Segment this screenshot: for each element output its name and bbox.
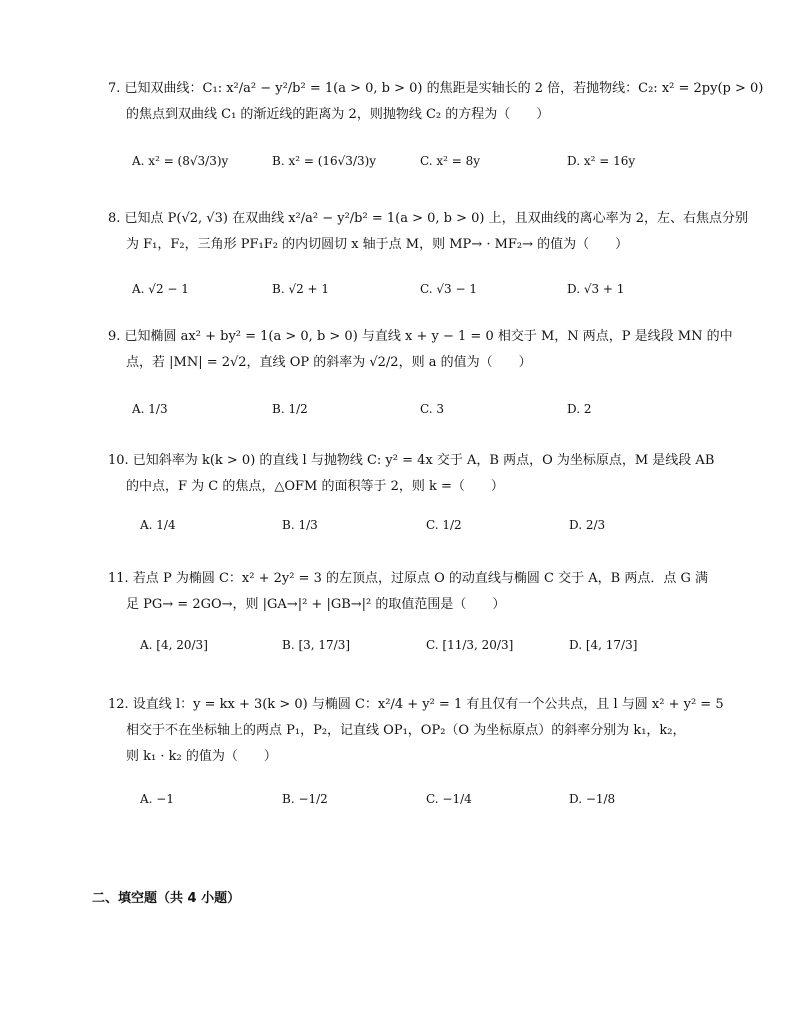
question-7 xyxy=(108,76,764,168)
section-title: 二、填空题（共 4 小题） xyxy=(92,891,241,906)
option-b[interactable]: B. −1/2 xyxy=(282,792,328,806)
question-text-line: 点，若 |MN| = 2√2，直线 OP 的斜率为 √2/2，则 a 的值为（ ） xyxy=(126,355,532,370)
question-text-line: 的中点，F 为 C 的焦点，△OFM 的面积等于 2，则 k =（ ） xyxy=(126,479,504,494)
option-a[interactable]: A. [4, 20/3] xyxy=(140,638,208,652)
option-a[interactable]: A. 1/3 xyxy=(132,402,168,416)
options-row xyxy=(108,632,708,652)
question-text-line: 为 F₁，F₂，三角形 PF₁F₂ 的内切圆切 x 轴于点 M，则 MP→ · MF₂→ 的值为（ ） xyxy=(126,237,629,252)
question-text-line: 则 k₁ · k₂ 的值为（ ） xyxy=(126,749,277,764)
option-d[interactable]: D. 2/3 xyxy=(569,518,606,532)
option-c[interactable]: C. [11/3, 20/3] xyxy=(426,638,514,652)
option-a[interactable]: A. −1 xyxy=(140,792,174,806)
options-row xyxy=(108,396,708,416)
options-row xyxy=(108,512,708,532)
option-b[interactable]: B. [3, 17/3] xyxy=(282,638,351,652)
option-d[interactable]: D. 2 xyxy=(567,402,592,416)
option-d[interactable]: D. −1/8 xyxy=(569,792,616,806)
option-a[interactable]: A. 1/4 xyxy=(140,518,176,532)
question-text-line: 8. 已知点 P(√2, √3) 在双曲线 x²/a² − y²/b² = 1(a > 0, b > 0) 上，且双曲线的离心率为 2，左、右焦点分别 xyxy=(108,211,749,226)
option-b[interactable]: B. √2 + 1 xyxy=(272,282,330,296)
option-b[interactable]: B. 1/3 xyxy=(282,518,318,532)
options-row xyxy=(108,148,708,168)
option-c[interactable]: C. x² = 8y xyxy=(420,154,481,168)
option-c[interactable]: C. 1/2 xyxy=(426,518,462,532)
question-text-line: 12. 设直线 l：y = kx + 3(k > 0) 与椭圆 C：x²/4 + y² = 1 有且仅有一个公共点，且 l 与圆 x² + y² = 5 xyxy=(108,697,724,712)
question-text-line: 足 PG→ = 2GO→，则 |GA→|² + |GB→|² 的取值范围是（ ） xyxy=(126,597,506,612)
question-9 xyxy=(108,324,733,416)
question-text-line: 9. 已知椭圆 ax² + by² = 1(a > 0, b > 0) 与直线 x + y − 1 = 0 相交于 M，N 两点，P 是线段 MN 的中 xyxy=(108,329,733,344)
question-11 xyxy=(108,566,708,652)
option-b[interactable]: B. x² = (16√3/3)y xyxy=(272,154,377,168)
question-12 xyxy=(108,692,724,806)
option-d[interactable]: D. √3 + 1 xyxy=(567,282,625,296)
option-a[interactable]: A. √2 − 1 xyxy=(132,282,189,296)
option-c[interactable]: C. −1/4 xyxy=(426,792,472,806)
options-row xyxy=(108,276,708,296)
question-text-line: 相交于不在坐标轴上的两点 P₁，P₂，记直线 OP₁，OP₂（O 为坐标原点）的斜率分别为 k₁，k₂， xyxy=(126,723,686,738)
option-d[interactable]: D. x² = 16y xyxy=(567,154,636,168)
option-a[interactable]: A. x² = (8√3/3)y xyxy=(132,154,229,168)
question-text-line: 10. 已知斜率为 k(k > 0) 的直线 l 与抛物线 C: y² = 4x 交于 A，B 两点，O 为坐标原点，M 是线段 AB xyxy=(108,453,715,468)
option-b[interactable]: B. 1/2 xyxy=(272,402,308,416)
question-text-line: 11. 若点 P 为椭圆 C：x² + 2y² = 3 的左顶点，过原点 O 的动直线与椭圆 C 交于 A，B 两点．点 G 满 xyxy=(108,571,708,586)
option-c[interactable]: C. √3 − 1 xyxy=(420,282,477,296)
question-text-line: 的焦点到双曲线 C₁ 的渐近线的距离为 2，则抛物线 C₂ 的方程为（ ） xyxy=(126,107,550,122)
options-row xyxy=(108,786,708,806)
question-text-line: 7. 已知双曲线：C₁: x²/a² − y²/b² = 1(a > 0, b > 0) 的焦距是实轴长的 2 倍，若抛物线：C₂: x² = 2py(p > 0) xyxy=(108,81,764,96)
question-8 xyxy=(108,206,749,296)
question-10 xyxy=(108,448,715,532)
option-d[interactable]: D. [4, 17/3] xyxy=(569,638,638,652)
option-c[interactable]: C. 3 xyxy=(420,402,445,416)
